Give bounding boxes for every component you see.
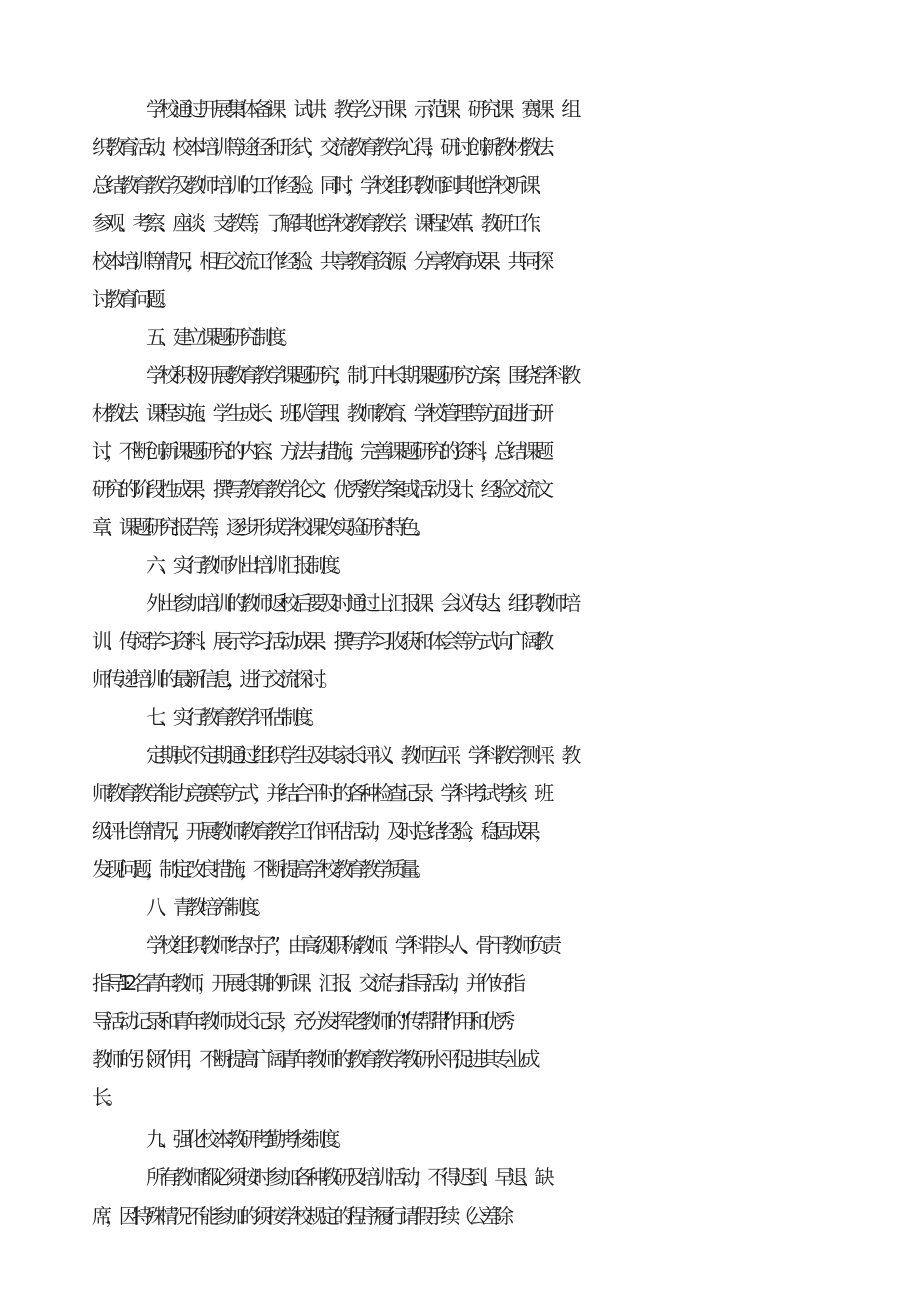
paragraph-line: 级评比等情况，开展教师教育教学工作评估活动，及时总结经验，稳固成果， bbox=[92, 819, 548, 843]
paragraph-line: 章、课题研究报告等，逐步形成学校课改实验研究特色。 bbox=[92, 515, 427, 539]
paragraph-line: 师教育教学能力竞赛等方式，并结合平时的各种检查记录、学科考试考核、班 bbox=[92, 781, 548, 805]
paragraph-line: 训、传阅学习资料、展示学习活动成果、撰写学习收获和体会等方式向广阔教 bbox=[92, 629, 548, 653]
paragraph-line: 织教育活动、校本培训等途径和形式，交流教育教学心得，研讨创新教材教法、 bbox=[92, 135, 561, 159]
section-heading: 七、实行教育教学评估制度。 bbox=[146, 705, 321, 729]
paragraph-line: 学校通过开展集体备课、试讲、教学公开课、示范课、研究课、赛课、组 bbox=[146, 97, 575, 121]
paragraph-line: 教师的引领作用，不断提高广阔青年教师的教育教学教研水平,促进其专业成 bbox=[92, 1047, 534, 1071]
paragraph-line: 研究的阶段性成果，撰写教育教学论文、优秀教学案或活动设计、经验交流文 bbox=[92, 477, 548, 501]
paragraph-line: 师传递培训的最新信息，进行交流探讨。 bbox=[92, 667, 334, 691]
paragraph-line: 讨教育问题。 bbox=[92, 287, 173, 311]
section-heading: 五、建立课题研究制度。 bbox=[146, 325, 294, 349]
paragraph-line: 参观、考察、座谈、支教等，了解其他学校教育教学、课程改革、教研工作、 bbox=[92, 211, 548, 235]
section-heading: 九、强化校本教研考勤考核制度。 bbox=[146, 1127, 347, 1151]
paragraph-line: 材教法、课程实施、学生成长、班队管理、教师教育、学校管理等方面进行研 bbox=[92, 401, 548, 425]
paragraph-line: 长。 bbox=[92, 1085, 119, 1109]
paragraph-line: 所有教师都必须按时参加各种教研及培训活动，不得迟到、早退、缺 bbox=[146, 1165, 548, 1189]
paragraph-line: 席，因特殊情况不能参加的须按学校规定的程序履行请假手续（公差除 bbox=[92, 1204, 508, 1228]
paragraph-line: 定期或不定期通过组织学生及其家长评议、教师互评、学科教学测评、教 bbox=[146, 743, 575, 767]
paragraph-line: 导活动记录和青年教师成长记录，充分发挥老教师的“传帮带''作用和优秀 bbox=[92, 1009, 509, 1033]
paragraph-line: 学校组织教师“结对子”，由高级职称教师、学科带头人、骨干教师负责 bbox=[146, 933, 556, 957]
paragraph-line: 学校积极开展教育教学课题研究，制订中长期课题研究方案，围绕学科教 bbox=[146, 363, 575, 387]
paragraph-line: 讨，不断创新课题研究的内容、方法与措施，完善课题研究的资料，总结课题 bbox=[92, 439, 548, 463]
paragraph-line: 指导1·2名青年教师，开展长期的听课、汇报、交流与指导活动，并作好指 bbox=[92, 971, 520, 995]
paragraph-line: 外出参加培训的教师返校后要及时通过上汇报课、会议传达、组织教师培 bbox=[146, 591, 575, 615]
paragraph-line: 校本培训等情况，相互交流工作经验、共享教育资源、分享教育成果、共同探 bbox=[92, 249, 548, 273]
section-heading: 六、实行教师外出培训汇报制度。 bbox=[146, 553, 347, 577]
paragraph-line: 总结教育教学及教师培训的工作经验。同时，学校组织教师到其他学校听课、 bbox=[92, 173, 548, 197]
section-heading: 八、青教培养制度。 bbox=[146, 895, 267, 919]
paragraph-line: 发现问题，制定改良措施，不断提高学校教育教学质量。 bbox=[92, 857, 427, 881]
